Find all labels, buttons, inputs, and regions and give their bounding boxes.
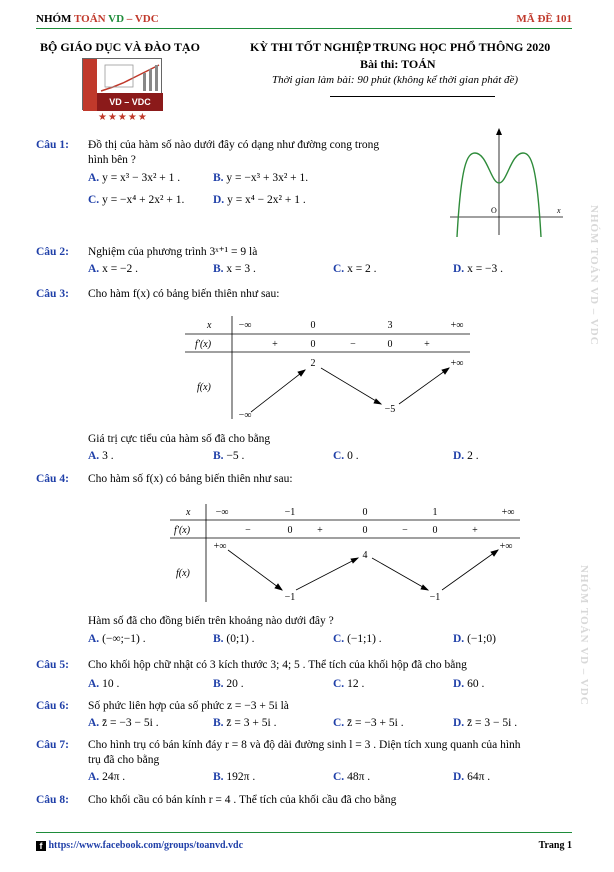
q1-option-b[interactable]: B. y = −x³ + 3x² + 1.: [213, 172, 309, 184]
question-3-prompt: Giá trị cực tiểu của hàm số đã cho bằng: [88, 433, 271, 445]
question-3-text: Cho hàm f(x) có bảng biến thiên như sau:: [88, 288, 280, 300]
origin-label: O: [491, 206, 497, 215]
q3-option-c[interactable]: C. 0 .: [333, 450, 359, 462]
x-axis-label: x: [557, 206, 561, 215]
table-fprime-label: f′(x): [195, 339, 212, 350]
svg-text:+: +: [272, 339, 278, 350]
svg-text:−1: −1: [429, 592, 441, 603]
q2-option-c[interactable]: C. x = 2 .: [333, 263, 377, 275]
title-underline: [330, 96, 495, 97]
q5-option-a[interactable]: A. 10 .: [88, 678, 120, 690]
svg-text:−: −: [350, 339, 356, 350]
ministry-name: BỘ GIÁO DỤC VÀ ĐÀO TẠO: [40, 40, 200, 54]
q3-option-a[interactable]: A. 3 .: [88, 450, 114, 462]
svg-text:1: 1: [432, 507, 438, 518]
svg-text:−5: −5: [384, 404, 396, 415]
question-2-label: Câu 2:: [36, 246, 69, 258]
question-4-prompt: Hàm số đã cho đồng biến trên khoảng nào dưới đây ?: [88, 615, 334, 627]
svg-text:4: 4: [362, 550, 368, 561]
q7-option-c[interactable]: C. 48π .: [333, 771, 371, 783]
svg-text:−∞: −∞: [238, 320, 252, 331]
svg-text:+: +: [472, 525, 478, 536]
group-name-part: TOÁN: [74, 13, 109, 25]
q4-variation-table: [170, 502, 525, 607]
group-name-part: – VDC: [124, 13, 159, 25]
header-group-name: [36, 13, 159, 25]
q6-option-a[interactable]: A. z̄ = −3 − 5i .: [88, 717, 159, 729]
question-6-text: Số phức liên hợp của số phức z = −3 + 5i là: [88, 700, 289, 712]
q1-function-graph: [445, 125, 570, 240]
question-7-text: Cho hình trụ có bán kính đáy r = 8 và độ dài đường sinh l = 3 . Diện tích xung quanh của hình trụ đã cho bằng: [88, 739, 521, 766]
svg-text:+: +: [317, 525, 323, 536]
svg-text:−: −: [402, 525, 408, 536]
svg-text:0: 0: [362, 507, 368, 518]
svg-text:0: 0: [432, 525, 438, 536]
svg-text:−: −: [245, 525, 251, 536]
table-x-label: x: [207, 320, 212, 331]
header-divider: [36, 28, 572, 29]
svg-text:−1: −1: [284, 592, 296, 603]
footer-divider: [36, 832, 572, 833]
time-limit: Thời gian làm bài: 90 phút (không kể thời gian phát đề): [272, 74, 519, 86]
question-6-label: Câu 6:: [36, 700, 69, 712]
svg-text:+∞: +∞: [499, 541, 513, 552]
q2-option-b[interactable]: B. x = 3 .: [213, 263, 256, 275]
watermark: NHÓM TOÁN VD – VDC: [578, 565, 590, 706]
q1-option-a[interactable]: A. y = x³ − 3x² + 1 .: [88, 172, 181, 184]
q4-option-c[interactable]: C. (−1;1) .: [333, 633, 382, 645]
q3-option-d[interactable]: D. 2 .: [453, 450, 479, 462]
question-5-label: Câu 5:: [36, 659, 69, 671]
q7-option-b[interactable]: B. 192π .: [213, 771, 256, 783]
rating-stars: ★★★★★: [98, 112, 148, 123]
question-1-text: Đồ thị của hàm số nào dưới đây có dạng như đường cong trong hình bên ?: [88, 139, 380, 166]
question-3-label: Câu 3:: [36, 288, 69, 300]
page-number: Trang 1: [538, 840, 572, 851]
question-4-text: Cho hàm số f(x) có bảng biến thiên như sau:: [88, 473, 293, 485]
q5-option-d[interactable]: D. 60 .: [453, 678, 485, 690]
exam-code: MÃ ĐỀ 101: [516, 13, 572, 25]
svg-text:+: +: [424, 339, 430, 350]
q6-option-d[interactable]: D. z̄ = 3 − 5i .: [453, 717, 518, 729]
table-x-label: x: [186, 507, 191, 518]
svg-text:2: 2: [310, 358, 316, 369]
svg-text:−∞: −∞: [238, 410, 252, 421]
svg-text:0: 0: [310, 320, 316, 331]
svg-text:0: 0: [287, 525, 293, 536]
svg-text:0: 0: [362, 525, 368, 536]
q6-option-b[interactable]: B. z̄ = 3 + 5i .: [213, 717, 277, 729]
q1-option-d[interactable]: D. y = x⁴ − 2x² + 1 .: [213, 194, 306, 206]
group-name-part: VD: [108, 13, 125, 25]
q2-option-a[interactable]: A. x = −2 .: [88, 263, 139, 275]
svg-text:0: 0: [310, 339, 316, 350]
question-1-label: Câu 1:: [36, 139, 69, 151]
q7-option-d[interactable]: D. 64π .: [453, 771, 491, 783]
facebook-link[interactable]: f https://www.facebook.com/groups/toanvd.vdc: [36, 840, 243, 851]
svg-text:+∞: +∞: [501, 507, 515, 518]
q7-option-a[interactable]: A. 24π .: [88, 771, 126, 783]
q4-option-b[interactable]: B. (0;1) .: [213, 633, 255, 645]
svg-text:−1: −1: [284, 507, 296, 518]
svg-text:+∞: +∞: [213, 541, 227, 552]
subject: Bài thi: TOÁN: [360, 57, 436, 71]
svg-text:+∞: +∞: [450, 320, 464, 331]
svg-text:−∞: −∞: [215, 507, 229, 518]
q4-option-a[interactable]: A. (−∞;−1) .: [88, 633, 146, 645]
q1-option-c[interactable]: C. y = −x⁴ + 2x² + 1.: [88, 194, 185, 206]
q4-option-d[interactable]: D. (−1;0): [453, 633, 496, 645]
q6-option-c[interactable]: C. z̄ = −3 + 5i .: [333, 717, 404, 729]
table-f-label: f(x): [197, 382, 211, 393]
q2-option-d[interactable]: D. x = −3 .: [453, 263, 504, 275]
svg-text:+∞: +∞: [450, 358, 464, 369]
q3-variation-table: [185, 314, 475, 424]
watermark: NHÓM TOÁN VD – VDC: [588, 205, 600, 346]
facebook-icon: f: [36, 841, 46, 851]
question-2-text: Nghiệm của phương trình 3ˣ⁺¹ = 9 là: [88, 246, 258, 258]
question-8-label: Câu 8:: [36, 794, 69, 806]
question-8-text: Cho khối cầu có bán kính r = 4 . Thể tích của khối cầu đã cho bằng: [88, 794, 397, 806]
svg-text:0: 0: [387, 339, 393, 350]
table-f-label: f(x): [176, 568, 190, 579]
group-name-part: NHÓM: [36, 13, 74, 25]
group-logo: [82, 58, 162, 110]
question-5-text: Cho khối hộp chữ nhật có 3 kích thước 3; 4; 5 . Thể tích của khối hộp đã cho bằng: [88, 659, 467, 671]
logo-text: VD – VDC: [97, 93, 163, 111]
question-4-label: Câu 4:: [36, 473, 69, 485]
svg-text:3: 3: [387, 320, 393, 331]
exam-title: KỲ THI TỐT NGHIỆP TRUNG HỌC PHỔ THÔNG 2020: [250, 40, 551, 54]
q5-option-b[interactable]: B. 20 .: [213, 678, 244, 690]
q3-option-b[interactable]: B. −5 .: [213, 450, 245, 462]
question-7-label: Câu 7:: [36, 739, 69, 751]
q5-option-c[interactable]: C. 12 .: [333, 678, 365, 690]
table-fprime-label: f′(x): [174, 525, 191, 536]
